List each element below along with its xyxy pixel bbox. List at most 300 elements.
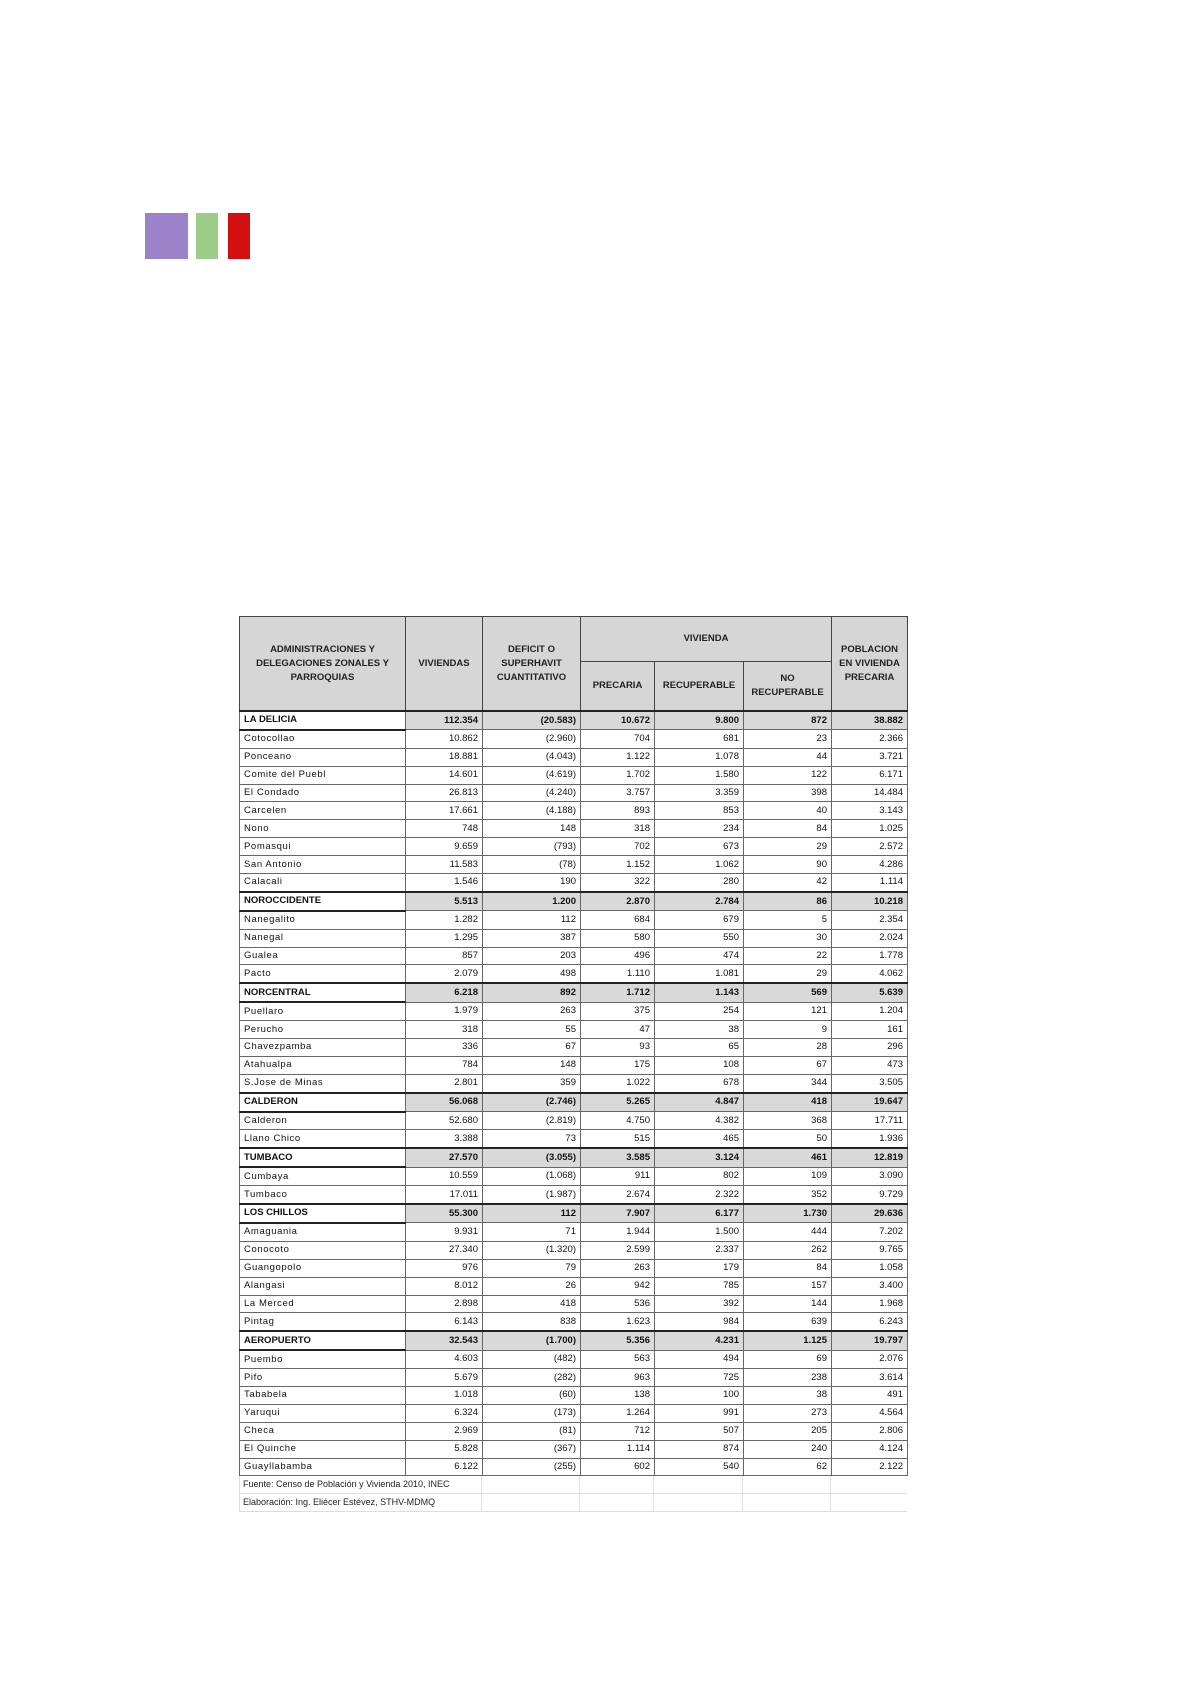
cell-precaria: 1.702 xyxy=(581,766,655,784)
cell-precaria: 1.944 xyxy=(581,1223,655,1241)
zone-row xyxy=(240,711,908,730)
cell-zone-name: Perucho xyxy=(240,1021,406,1039)
cell-deficit: (4.619) xyxy=(483,766,581,784)
cell-no-recuperable: 121 xyxy=(744,1002,832,1020)
cell-precaria: 10.672 xyxy=(581,711,655,730)
cell-precaria: 2.870 xyxy=(581,892,655,911)
cell-deficit: (2.819) xyxy=(483,1112,581,1130)
cell-precaria: 496 xyxy=(581,947,655,965)
parish-row xyxy=(240,1223,908,1241)
cell-precaria: 5.356 xyxy=(581,1331,655,1350)
header-precaria: PRECARIA xyxy=(581,662,655,712)
cell-poblacion: 1.204 xyxy=(832,1002,908,1020)
cell-poblacion: 5.639 xyxy=(832,983,908,1002)
cell-recuperable: 6.177 xyxy=(655,1204,744,1223)
cell-viviendas: 18.881 xyxy=(406,748,483,766)
cell-viviendas: 10.559 xyxy=(406,1167,483,1185)
cell-precaria: 4.750 xyxy=(581,1112,655,1130)
cell-viviendas: 2.079 xyxy=(406,965,483,983)
cell-poblacion: 1.968 xyxy=(832,1295,908,1313)
cell-precaria: 318 xyxy=(581,820,655,838)
cell-poblacion: 1.058 xyxy=(832,1259,908,1277)
cell-precaria: 942 xyxy=(581,1277,655,1295)
cell-precaria: 7.907 xyxy=(581,1204,655,1223)
cell-precaria: 93 xyxy=(581,1039,655,1057)
cell-viviendas: 2.969 xyxy=(406,1422,483,1440)
cell-poblacion: 3.143 xyxy=(832,802,908,820)
cell-no-recuperable: 157 xyxy=(744,1277,832,1295)
cell-viviendas: 1.546 xyxy=(406,874,483,892)
cell-deficit: 203 xyxy=(483,947,581,965)
parish-row xyxy=(240,1458,908,1476)
parish-row xyxy=(240,965,908,983)
cell-deficit: 55 xyxy=(483,1021,581,1039)
parish-row xyxy=(240,1313,908,1331)
cell-deficit: 71 xyxy=(483,1223,581,1241)
cell-recuperable: 1.580 xyxy=(655,766,744,784)
cell-recuperable: 4.382 xyxy=(655,1112,744,1130)
cell-no-recuperable: 67 xyxy=(744,1056,832,1074)
cell-zone-name: Cotocollao xyxy=(240,730,406,748)
cell-poblacion: 2.806 xyxy=(832,1422,908,1440)
cell-zone-name: CALDERON xyxy=(240,1093,406,1112)
cell-precaria: 1.122 xyxy=(581,748,655,766)
parish-row xyxy=(240,1369,908,1387)
cell-precaria: 580 xyxy=(581,929,655,947)
cell-viviendas: 1.979 xyxy=(406,1002,483,1020)
cell-zone-name: Guangopolo xyxy=(240,1259,406,1277)
cell-precaria: 1.264 xyxy=(581,1404,655,1422)
cell-viviendas: 5.679 xyxy=(406,1369,483,1387)
cell-precaria: 263 xyxy=(581,1259,655,1277)
cell-deficit: (3.055) xyxy=(483,1148,581,1167)
cell-deficit: (1.700) xyxy=(483,1331,581,1350)
parish-row xyxy=(240,1167,908,1185)
cell-recuperable: 540 xyxy=(655,1458,744,1476)
cell-zone-name: LA DELICIA xyxy=(240,711,406,730)
cell-deficit: (4.240) xyxy=(483,784,581,802)
source-note xyxy=(239,1476,907,1494)
zone-row xyxy=(240,1204,908,1223)
cell-zone-name: San Antonio xyxy=(240,856,406,874)
cell-zone-name: Checa xyxy=(240,1422,406,1440)
cell-viviendas: 9.931 xyxy=(406,1223,483,1241)
cell-recuperable: 673 xyxy=(655,838,744,856)
cell-poblacion: 1.778 xyxy=(832,947,908,965)
parish-row xyxy=(240,1241,908,1259)
header-poblacion: POBLACION EN VIVIENDA PRECARIA xyxy=(832,617,908,712)
cell-viviendas: 14.601 xyxy=(406,766,483,784)
cell-no-recuperable: 5 xyxy=(744,911,832,929)
cell-poblacion: 3.400 xyxy=(832,1277,908,1295)
cell-recuperable: 984 xyxy=(655,1313,744,1331)
cell-no-recuperable: 69 xyxy=(744,1350,832,1368)
cell-zone-name: TUMBACO xyxy=(240,1148,406,1167)
header-zone-name: ADMINISTRACIONES Y DELEGACIONES ZONALES Y PARROQUIAS xyxy=(240,617,406,712)
cell-no-recuperable: 30 xyxy=(744,929,832,947)
cell-no-recuperable: 28 xyxy=(744,1039,832,1057)
cell-zone-name: Atahualpa xyxy=(240,1056,406,1074)
cell-no-recuperable: 368 xyxy=(744,1112,832,1130)
cell-zone-name: Pintag xyxy=(240,1313,406,1331)
cell-viviendas: 6.218 xyxy=(406,983,483,1002)
cell-zone-name: NOROCCIDENTE xyxy=(240,892,406,911)
cell-no-recuperable: 23 xyxy=(744,730,832,748)
cell-precaria: 536 xyxy=(581,1295,655,1313)
cell-recuperable: 725 xyxy=(655,1369,744,1387)
zone-row xyxy=(240,892,908,911)
cell-recuperable: 3.124 xyxy=(655,1148,744,1167)
parish-row xyxy=(240,1021,908,1039)
cell-no-recuperable: 273 xyxy=(744,1404,832,1422)
cell-no-recuperable: 84 xyxy=(744,820,832,838)
cell-zone-name: Comite del Puebl xyxy=(240,766,406,784)
housing-deficit-table-container xyxy=(239,616,907,1512)
parish-row xyxy=(240,1422,908,1440)
cell-no-recuperable: 205 xyxy=(744,1422,832,1440)
cell-zone-name: Guayllabamba xyxy=(240,1458,406,1476)
cell-no-recuperable: 109 xyxy=(744,1167,832,1185)
cell-deficit: (4.043) xyxy=(483,748,581,766)
cell-viviendas: 56.068 xyxy=(406,1093,483,1112)
cell-poblacion: 38.882 xyxy=(832,711,908,730)
cell-deficit: (282) xyxy=(483,1369,581,1387)
cell-precaria: 1.114 xyxy=(581,1440,655,1458)
cell-precaria: 3.757 xyxy=(581,784,655,802)
cell-deficit: (2.746) xyxy=(483,1093,581,1112)
cell-precaria: 1.712 xyxy=(581,983,655,1002)
cell-deficit: 148 xyxy=(483,1056,581,1074)
cell-no-recuperable: 38 xyxy=(744,1386,832,1404)
cell-poblacion: 296 xyxy=(832,1039,908,1057)
cell-poblacion: 2.122 xyxy=(832,1458,908,1476)
parish-row xyxy=(240,874,908,892)
cell-zone-name: NORCENTRAL xyxy=(240,983,406,1002)
cell-viviendas: 10.862 xyxy=(406,730,483,748)
parish-row xyxy=(240,748,908,766)
cell-recuperable: 465 xyxy=(655,1130,744,1148)
cell-deficit: (2.960) xyxy=(483,730,581,748)
cell-recuperable: 474 xyxy=(655,947,744,965)
cell-deficit: (4.188) xyxy=(483,802,581,820)
cell-precaria: 1.022 xyxy=(581,1074,655,1092)
cell-zone-name: Puellaro xyxy=(240,1002,406,1020)
parish-row xyxy=(240,1112,908,1130)
cell-precaria: 712 xyxy=(581,1422,655,1440)
parish-row xyxy=(240,1350,908,1368)
cell-viviendas: 112.354 xyxy=(406,711,483,730)
cell-no-recuperable: 1.730 xyxy=(744,1204,832,1223)
cell-viviendas: 6.143 xyxy=(406,1313,483,1331)
cell-precaria: 1.623 xyxy=(581,1313,655,1331)
cell-zone-name: Calderon xyxy=(240,1112,406,1130)
cell-recuperable: 785 xyxy=(655,1277,744,1295)
cell-no-recuperable: 86 xyxy=(744,892,832,911)
cell-viviendas: 2.801 xyxy=(406,1074,483,1092)
cell-viviendas: 17.661 xyxy=(406,802,483,820)
cell-recuperable: 1.062 xyxy=(655,856,744,874)
cell-no-recuperable: 352 xyxy=(744,1186,832,1204)
cell-viviendas: 4.603 xyxy=(406,1350,483,1368)
parish-row xyxy=(240,1074,908,1092)
cell-recuperable: 2.784 xyxy=(655,892,744,911)
cell-no-recuperable: 444 xyxy=(744,1223,832,1241)
cell-no-recuperable: 50 xyxy=(744,1130,832,1148)
cell-deficit: 892 xyxy=(483,983,581,1002)
cell-no-recuperable: 144 xyxy=(744,1295,832,1313)
cell-zone-name: Gualea xyxy=(240,947,406,965)
cell-viviendas: 8.012 xyxy=(406,1277,483,1295)
cell-precaria: 602 xyxy=(581,1458,655,1476)
cell-deficit: 112 xyxy=(483,1204,581,1223)
cell-poblacion: 4.124 xyxy=(832,1440,908,1458)
zone-row xyxy=(240,1148,908,1167)
cell-poblacion: 19.647 xyxy=(832,1093,908,1112)
cell-no-recuperable: 398 xyxy=(744,784,832,802)
cell-poblacion: 1.936 xyxy=(832,1130,908,1148)
cell-recuperable: 4.231 xyxy=(655,1331,744,1350)
cell-poblacion: 473 xyxy=(832,1056,908,1074)
cell-deficit: 263 xyxy=(483,1002,581,1020)
cell-recuperable: 108 xyxy=(655,1056,744,1074)
cell-viviendas: 1.295 xyxy=(406,929,483,947)
cell-poblacion: 1.114 xyxy=(832,874,908,892)
cell-zone-name: Ponceano xyxy=(240,748,406,766)
cell-recuperable: 392 xyxy=(655,1295,744,1313)
cell-poblacion: 3.614 xyxy=(832,1369,908,1387)
cell-recuperable: 507 xyxy=(655,1422,744,1440)
cell-precaria: 375 xyxy=(581,1002,655,1020)
cell-zone-name: Nanegalito xyxy=(240,911,406,929)
cell-viviendas: 26.813 xyxy=(406,784,483,802)
cell-viviendas: 17.011 xyxy=(406,1186,483,1204)
cell-no-recuperable: 1.125 xyxy=(744,1331,832,1350)
cell-no-recuperable: 62 xyxy=(744,1458,832,1476)
cell-deficit: (81) xyxy=(483,1422,581,1440)
credit-note xyxy=(239,1494,907,1512)
cell-recuperable: 874 xyxy=(655,1440,744,1458)
cell-recuperable: 179 xyxy=(655,1259,744,1277)
header-vivienda-group: VIVIENDA xyxy=(581,617,832,662)
cell-deficit: 190 xyxy=(483,874,581,892)
parish-row xyxy=(240,1056,908,1074)
cell-deficit: 498 xyxy=(483,965,581,983)
cell-deficit: (78) xyxy=(483,856,581,874)
cell-no-recuperable: 9 xyxy=(744,1021,832,1039)
cell-poblacion: 2.572 xyxy=(832,838,908,856)
cell-no-recuperable: 42 xyxy=(744,874,832,892)
cell-zone-name: Chavezpamba xyxy=(240,1039,406,1057)
cell-precaria: 911 xyxy=(581,1167,655,1185)
cell-recuperable: 38 xyxy=(655,1021,744,1039)
cell-zone-name: Tababela xyxy=(240,1386,406,1404)
cell-recuperable: 991 xyxy=(655,1404,744,1422)
cell-poblacion: 29.636 xyxy=(832,1204,908,1223)
cell-poblacion: 10.218 xyxy=(832,892,908,911)
cell-deficit: 67 xyxy=(483,1039,581,1057)
cell-precaria: 702 xyxy=(581,838,655,856)
cell-poblacion: 2.366 xyxy=(832,730,908,748)
cell-precaria: 3.585 xyxy=(581,1148,655,1167)
cell-deficit: (20.583) xyxy=(483,711,581,730)
cell-deficit: 26 xyxy=(483,1277,581,1295)
source-text: Fuente: Censo de Población y Vivienda 2010, INEC xyxy=(243,1479,450,1490)
cell-viviendas: 748 xyxy=(406,820,483,838)
cell-precaria: 704 xyxy=(581,730,655,748)
cell-no-recuperable: 44 xyxy=(744,748,832,766)
cell-poblacion: 7.202 xyxy=(832,1223,908,1241)
cell-poblacion: 2.024 xyxy=(832,929,908,947)
cell-zone-name: Calacali xyxy=(240,874,406,892)
cell-poblacion: 9.765 xyxy=(832,1241,908,1259)
cell-deficit: 112 xyxy=(483,911,581,929)
cell-deficit: 387 xyxy=(483,929,581,947)
cell-zone-name: LOS CHILLOS xyxy=(240,1204,406,1223)
cell-poblacion: 14.484 xyxy=(832,784,908,802)
cell-recuperable: 681 xyxy=(655,730,744,748)
cell-poblacion: 3.090 xyxy=(832,1167,908,1185)
logo-purple-block xyxy=(145,213,188,259)
cell-poblacion: 4.286 xyxy=(832,856,908,874)
cell-viviendas: 27.340 xyxy=(406,1241,483,1259)
cell-no-recuperable: 29 xyxy=(744,838,832,856)
header-no-recuperable: NO RECUPERABLE xyxy=(744,662,832,712)
cell-poblacion: 491 xyxy=(832,1386,908,1404)
cell-zone-name: Puembo xyxy=(240,1350,406,1368)
cell-viviendas: 11.583 xyxy=(406,856,483,874)
cell-poblacion: 17.711 xyxy=(832,1112,908,1130)
cell-recuperable: 550 xyxy=(655,929,744,947)
parish-row xyxy=(240,1130,908,1148)
cell-poblacion: 9.729 xyxy=(832,1186,908,1204)
cell-precaria: 684 xyxy=(581,911,655,929)
cell-recuperable: 678 xyxy=(655,1074,744,1092)
cell-no-recuperable: 122 xyxy=(744,766,832,784)
parish-row xyxy=(240,929,908,947)
cell-no-recuperable: 22 xyxy=(744,947,832,965)
cell-poblacion: 2.076 xyxy=(832,1350,908,1368)
parish-row xyxy=(240,802,908,820)
cell-zone-name: Tumbaco xyxy=(240,1186,406,1204)
cell-recuperable: 1.500 xyxy=(655,1223,744,1241)
cell-viviendas: 336 xyxy=(406,1039,483,1057)
cell-viviendas: 55.300 xyxy=(406,1204,483,1223)
cell-recuperable: 9.800 xyxy=(655,711,744,730)
cell-no-recuperable: 240 xyxy=(744,1440,832,1458)
cell-deficit: 838 xyxy=(483,1313,581,1331)
cell-no-recuperable: 639 xyxy=(744,1313,832,1331)
cell-recuperable: 3.359 xyxy=(655,784,744,802)
cell-recuperable: 1.081 xyxy=(655,965,744,983)
cell-deficit: 79 xyxy=(483,1259,581,1277)
zone-row xyxy=(240,1093,908,1112)
cell-poblacion: 4.062 xyxy=(832,965,908,983)
cell-zone-name: AEROPUERTO xyxy=(240,1331,406,1350)
cell-viviendas: 3.388 xyxy=(406,1130,483,1148)
cell-viviendas: 27.570 xyxy=(406,1148,483,1167)
cell-precaria: 2.674 xyxy=(581,1186,655,1204)
cell-deficit: (173) xyxy=(483,1404,581,1422)
cell-poblacion: 4.564 xyxy=(832,1404,908,1422)
header-recuperable: RECUPERABLE xyxy=(655,662,744,712)
cell-poblacion: 6.243 xyxy=(832,1313,908,1331)
cell-poblacion: 2.354 xyxy=(832,911,908,929)
cell-recuperable: 65 xyxy=(655,1039,744,1057)
cell-poblacion: 1.025 xyxy=(832,820,908,838)
cell-precaria: 47 xyxy=(581,1021,655,1039)
cell-recuperable: 1.143 xyxy=(655,983,744,1002)
cell-precaria: 515 xyxy=(581,1130,655,1148)
parish-row xyxy=(240,784,908,802)
cell-poblacion: 3.721 xyxy=(832,748,908,766)
cell-precaria: 175 xyxy=(581,1056,655,1074)
cell-deficit: (60) xyxy=(483,1386,581,1404)
cell-zone-name: Nono xyxy=(240,820,406,838)
zone-row xyxy=(240,1331,908,1350)
parish-row xyxy=(240,766,908,784)
cell-no-recuperable: 29 xyxy=(744,965,832,983)
cell-precaria: 2.599 xyxy=(581,1241,655,1259)
header-viviendas: VIVIENDAS xyxy=(406,617,483,712)
cell-zone-name: Pifo xyxy=(240,1369,406,1387)
cell-recuperable: 853 xyxy=(655,802,744,820)
cell-no-recuperable: 238 xyxy=(744,1369,832,1387)
cell-zone-name: El Condado xyxy=(240,784,406,802)
cell-recuperable: 4.847 xyxy=(655,1093,744,1112)
cell-deficit: (1.987) xyxy=(483,1186,581,1204)
cell-precaria: 1.152 xyxy=(581,856,655,874)
cell-recuperable: 100 xyxy=(655,1386,744,1404)
cell-viviendas: 6.324 xyxy=(406,1404,483,1422)
cell-zone-name: Pomasqui xyxy=(240,838,406,856)
credit-text: Elaboración: Ing. Eliécer Estévez, STHV-MDMQ xyxy=(243,1497,436,1508)
cell-viviendas: 1.018 xyxy=(406,1386,483,1404)
cell-no-recuperable: 569 xyxy=(744,983,832,1002)
cell-deficit: 418 xyxy=(483,1295,581,1313)
cell-zone-name: Amaguania xyxy=(240,1223,406,1241)
cell-precaria: 963 xyxy=(581,1369,655,1387)
parish-row xyxy=(240,856,908,874)
cell-zone-name: Llano Chico xyxy=(240,1130,406,1148)
parish-row xyxy=(240,1440,908,1458)
cell-poblacion: 6.171 xyxy=(832,766,908,784)
cell-zone-name: Alangasi xyxy=(240,1277,406,1295)
cell-recuperable: 802 xyxy=(655,1167,744,1185)
cell-no-recuperable: 262 xyxy=(744,1241,832,1259)
cell-recuperable: 254 xyxy=(655,1002,744,1020)
cell-deficit: (793) xyxy=(483,838,581,856)
cell-precaria: 138 xyxy=(581,1386,655,1404)
table-body xyxy=(240,711,908,1476)
cell-deficit: 73 xyxy=(483,1130,581,1148)
cell-recuperable: 2.322 xyxy=(655,1186,744,1204)
cell-deficit: 1.200 xyxy=(483,892,581,911)
parish-row xyxy=(240,1186,908,1204)
cell-zone-name: S.Jose de Minas xyxy=(240,1074,406,1092)
cell-no-recuperable: 418 xyxy=(744,1093,832,1112)
cell-no-recuperable: 461 xyxy=(744,1148,832,1167)
parish-row xyxy=(240,1386,908,1404)
cell-deficit: (255) xyxy=(483,1458,581,1476)
cell-deficit: (367) xyxy=(483,1440,581,1458)
cell-precaria: 322 xyxy=(581,874,655,892)
cell-zone-name: Pacto xyxy=(240,965,406,983)
cell-precaria: 563 xyxy=(581,1350,655,1368)
cell-no-recuperable: 344 xyxy=(744,1074,832,1092)
cell-recuperable: 494 xyxy=(655,1350,744,1368)
cell-deficit: (482) xyxy=(483,1350,581,1368)
cell-deficit: 148 xyxy=(483,820,581,838)
